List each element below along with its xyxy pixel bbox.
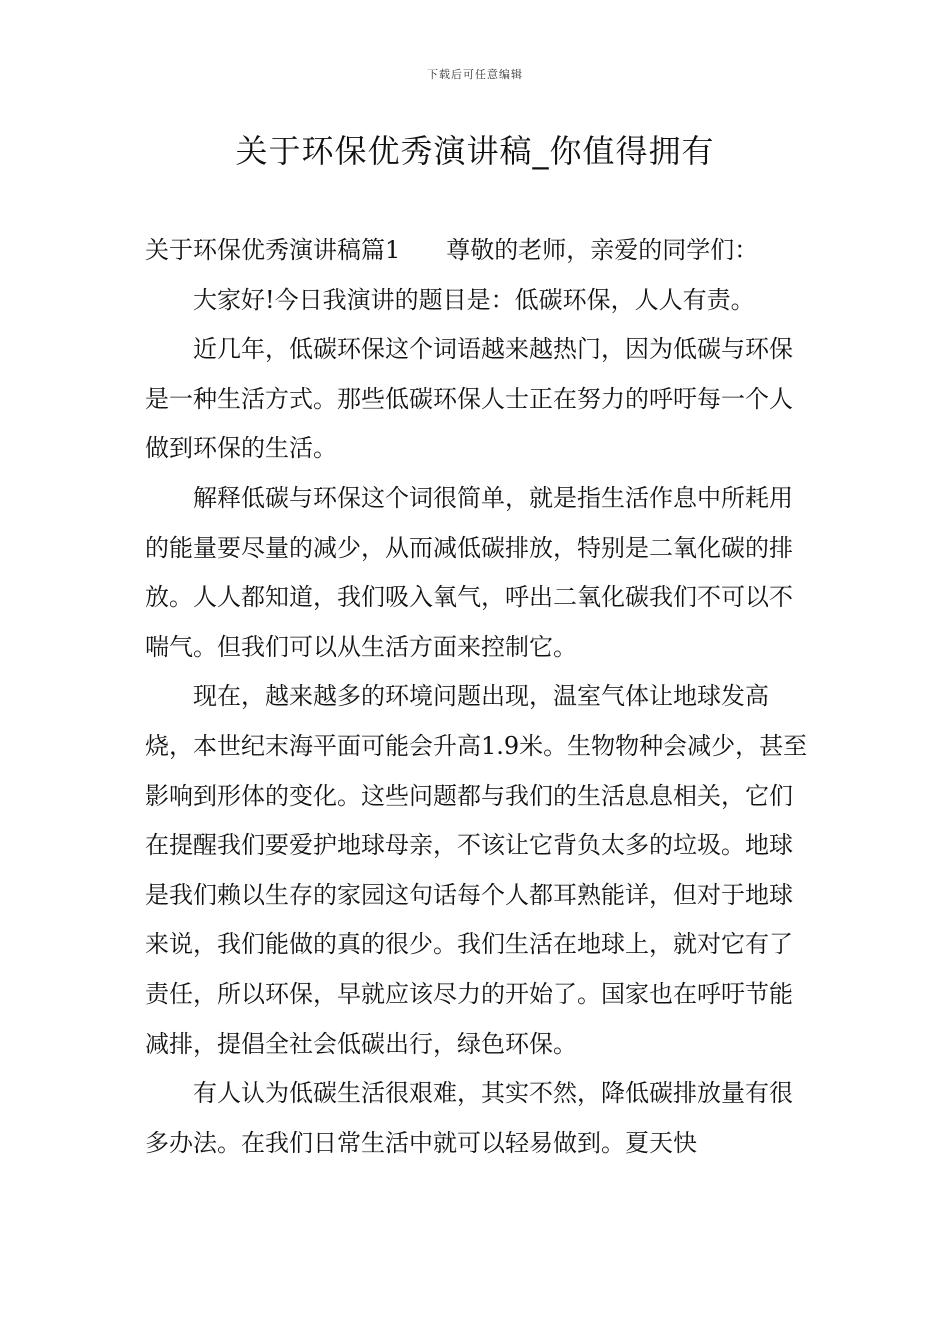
paragraph-problems: 现在，越来越多的环境问题出现，温室气体让地球发高烧，本世纪末海平面可能会升高1.9米。生物物种会减少，甚至影响到形体的变化。这些问题都与我们的生活息息相关，它们在提醒我们要爱护地球母亲，不该让它背负太多的垃圾。地球是我们赖以生存的家园这句话每个人都耳熟能详，但对于地球来说，我们能做的真的很少。我们生活在地球上，就对它有了责任，所以环保，早就应该尽力的开始了。国家也在呼吁节能减排，提倡全社会低碳出行，绿色环保。 <box>145 682 808 1058</box>
paragraph-intro: 近几年，低碳环保这个词语越来越热门，因为低碳与环保是一种生活方式。那些低碳环保人士正在努力的呼吁每一个人做到环保的生活。 <box>145 335 793 463</box>
document-title: 关于环保优秀演讲稿_你值得拥有 <box>235 132 715 170</box>
paragraph-greeting: 大家好!今日我演讲的题目是：低碳环保，人人有责。 <box>193 285 755 314</box>
salutation: 尊敬的老师，亲爱的同学们： <box>446 236 759 264</box>
document-body <box>145 226 810 1168</box>
header-note: 下载后可任意编辑 <box>427 68 523 81</box>
article-heading: 关于环保优秀演讲稿篇1 <box>145 236 401 264</box>
paragraph-solutions: 有人认为低碳生活很艰难，其实不然，降低碳排放量有很多办法。在我们日常生活中就可以轻易做到。夏天快 <box>145 1079 793 1157</box>
paragraph-definition: 解释低碳与环保这个词很简单，就是指生活作息中所耗用的能量要尽量的减少，从而减低碳排放，特别是二氧化碳的排放。人人都知道，我们吸入氧气，呼出二氧化碳我们不可以不喘气。但我们可以从生活方面来控制它。 <box>145 483 793 661</box>
intro-line <box>145 226 810 276</box>
